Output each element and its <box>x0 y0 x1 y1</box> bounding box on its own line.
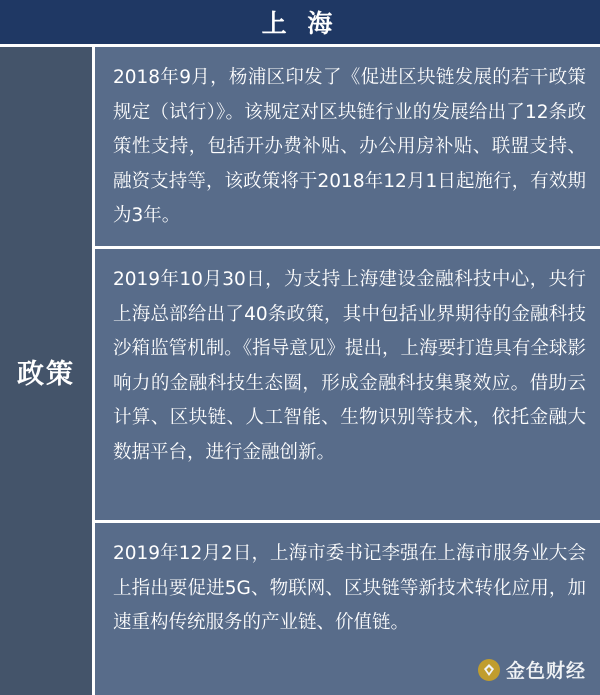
row-label: 政策 <box>0 47 92 695</box>
watermark-text: 金色财经 <box>505 660 586 682</box>
policy-paragraph: 2019年10月30日，为支持上海建设金融科技中心，央行上海总部给出了40条政策，其中包括业界期待的金融科技沙箱监管机制。《指导意见》提出，上海要打造具有全球影响力的金融科技生态圈，形成金融科技集聚效应。借助云计算、区块链、人工智能、生物识别等技术，依托金融大数据平台，进行金融创新。 <box>95 249 600 520</box>
page-title: 上 海 <box>0 0 600 44</box>
goldenfinance-logo-icon <box>478 659 500 681</box>
policy-paragraph: 2019年12月2日，上海市委书记李强在上海市服务业大会上指出要促进5G、物联网、区块链等新技术转化应用，加速重构传统服务的产业链、价值链。 <box>95 523 600 695</box>
watermark <box>478 656 586 683</box>
policy-paragraph: 2018年9月，杨浦区印发了《促进区块链发展的若干政策规定（试行）》。该规定对区块链行业的发展给出了12条政策性支持，包括开办费补贴、办公用房补贴、联盟支持、融资支持等，该政策将于2018年12月1日起施行，有效期为3年。 <box>95 47 600 246</box>
policy-table <box>0 47 600 695</box>
